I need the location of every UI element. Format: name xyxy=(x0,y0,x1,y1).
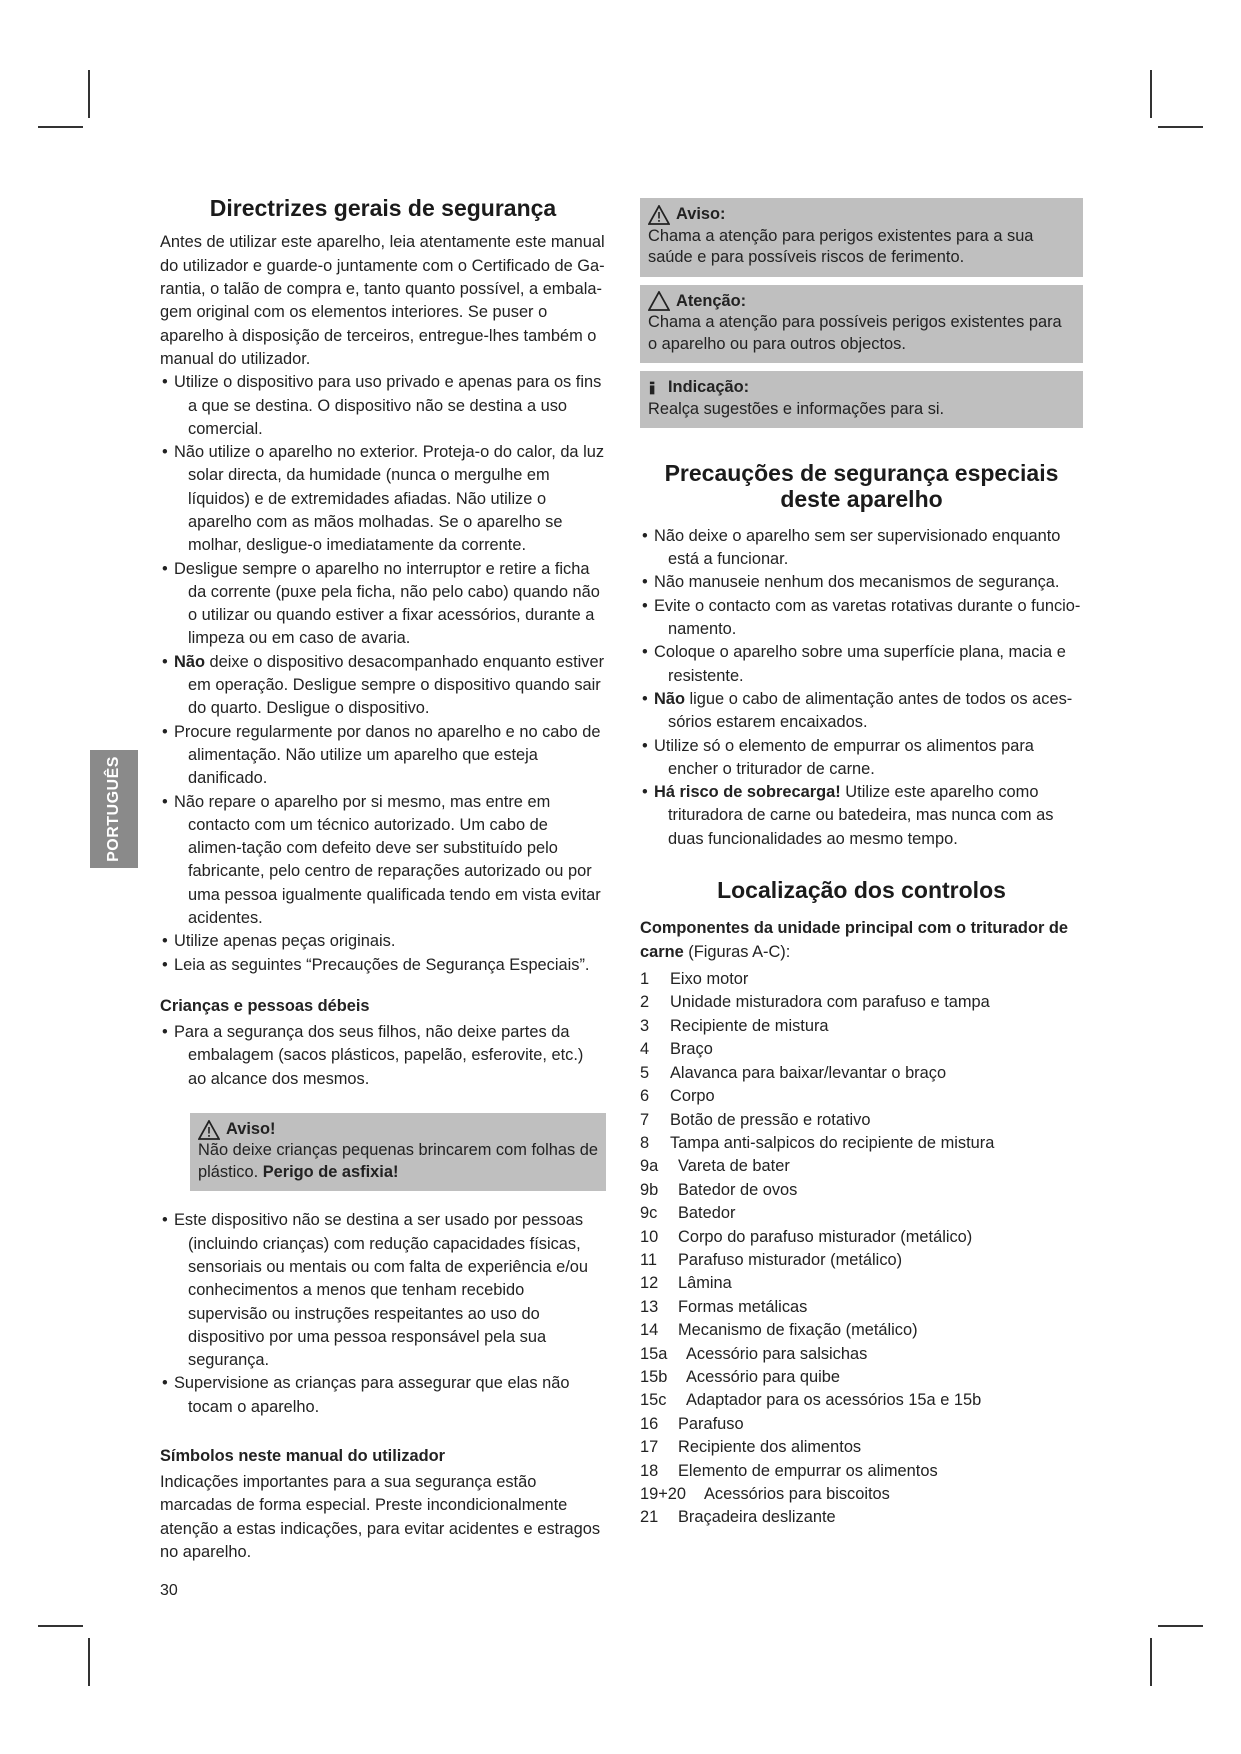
item-number: 10 xyxy=(640,1227,659,1246)
item-text: Corpo xyxy=(670,1087,715,1106)
item-text: Elemento de empurrar os alimentos xyxy=(678,1461,938,1480)
warning-title-text: Aviso! xyxy=(226,1119,276,1138)
list-item xyxy=(640,1132,1083,1155)
item-text: Corpo do parafuso misturador (metálico) xyxy=(678,1227,973,1246)
warning-triangle-icon xyxy=(198,1120,220,1140)
item-text: Braço xyxy=(670,1040,713,1059)
notice-title-text: Indicação: xyxy=(668,378,750,396)
item-text: Batedor xyxy=(678,1204,736,1223)
item-text: Lâmina xyxy=(678,1274,732,1293)
list-item xyxy=(640,688,1083,735)
notice-box-text: Chama a atenção para possíveis perigos existentes para o aparelho ou para outros objectos. xyxy=(648,313,1062,353)
symbols-heading: Símbolos neste manual do utilizador xyxy=(160,1447,446,1465)
item-text: Alavanca para baixar/levantar o braço xyxy=(670,1063,947,1082)
item-number: 19+20 xyxy=(640,1485,687,1503)
list-item xyxy=(160,651,606,721)
item-number: 4 xyxy=(640,1040,650,1059)
item-number: 9c xyxy=(640,1204,658,1223)
bold-text: Não xyxy=(654,689,685,708)
right-column xyxy=(640,198,1083,1530)
item-text: Adaptador para os acessórios 15a e 15b xyxy=(686,1391,982,1410)
item-number: 15b xyxy=(640,1367,668,1386)
list-item: • Utilize apenas peças originais. xyxy=(160,930,606,953)
language-tab xyxy=(90,750,138,868)
components-list xyxy=(640,968,1083,1530)
components-heading-rest: (Figuras A-C): xyxy=(683,942,791,961)
list-item: • Não deixe o aparelho sem ser supervisionado enquanto está a funcionar. xyxy=(640,525,1083,572)
list-item: • Utilize só o elemento de empurrar os alimentos para encher o triturador de carne. xyxy=(640,735,1083,782)
language-tab-label: PORTUGUÊS xyxy=(105,756,122,862)
crop-mark xyxy=(1150,1638,1152,1686)
intro-paragraph: Antes de utilizar este aparelho, leia atentamente este manual do utilizador e guarde-o juntamente com o Certificado de Ga-rantia, o talão de compra e, tanto quanto possível, a embala-gem original com os elementos interiores. Se puser o aparelho à disposição de terceiros, entregue-lhes também o manual do utilizador. xyxy=(160,233,605,368)
notice-title-text: Aviso: xyxy=(676,205,726,223)
list-item xyxy=(640,1296,1083,1319)
item-text: Formas metálicas xyxy=(678,1297,808,1316)
warning-bold-text: Perigo de asfixia! xyxy=(262,1162,399,1181)
list-item-text: Utilize este aparelho como trituradora de carne ou batedeira, mas nunca com as duas funcionalidades ao mesmo tempo. xyxy=(668,783,1054,848)
list-item xyxy=(640,1085,1083,1108)
info-icon xyxy=(648,378,662,398)
item-number: 5 xyxy=(640,1063,650,1082)
warning-box xyxy=(190,1113,606,1192)
warning-box-text xyxy=(198,1140,598,1183)
item-number: 6 xyxy=(640,1087,650,1106)
crop-mark xyxy=(1150,70,1152,118)
special-title-line-1: Precauções de segurança especiais xyxy=(664,460,1059,486)
safety-bullet-list xyxy=(160,371,606,977)
general-safety-title: Directrizes gerais de segurança xyxy=(209,195,557,221)
item-text: Recipiente de mistura xyxy=(670,1016,829,1035)
list-item xyxy=(640,1483,1083,1506)
left-column xyxy=(160,195,606,1564)
item-number: 17 xyxy=(640,1438,659,1457)
list-item: • Leia as seguintes “Precauções de Segurança Especiais”. xyxy=(160,954,606,977)
special-bullet-list xyxy=(640,525,1083,851)
crop-mark xyxy=(1158,1625,1203,1627)
children-bullet-list xyxy=(160,1021,606,1091)
item-text: Vareta de bater xyxy=(678,1157,790,1176)
item-number: 8 xyxy=(640,1133,650,1152)
list-item: • Para a segurança dos seus filhos, não deixe partes da embalagem (sacos plásticos, papelão, esferovite, etc.) ao alcance dos mesmos. xyxy=(160,1021,606,1091)
item-number: 1 xyxy=(640,970,650,989)
crop-mark xyxy=(88,70,90,118)
item-text: Braçadeira deslizante xyxy=(678,1508,836,1527)
item-number: 18 xyxy=(640,1461,659,1480)
list-item xyxy=(640,1062,1083,1085)
item-number: 15a xyxy=(640,1344,668,1363)
item-text: Mecanismo de fixação (metálico) xyxy=(678,1321,918,1340)
item-text: Batedor de ovos xyxy=(678,1180,798,1199)
bold-text: Não xyxy=(174,652,205,671)
caution-triangle-icon xyxy=(648,291,670,311)
item-text: Botão de pressão e rotativo xyxy=(670,1110,871,1129)
item-number: 9b xyxy=(640,1180,659,1199)
special-title-line-2: deste aparelho xyxy=(780,486,943,513)
list-item xyxy=(640,1319,1083,1342)
list-item xyxy=(640,1436,1083,1459)
list-item xyxy=(640,1179,1083,1202)
special-safety-title xyxy=(640,460,1083,513)
item-text: Recipiente dos alimentos xyxy=(678,1438,862,1457)
list-item: • Não utilize o aparelho no exterior. Proteja-o do calor, da luz solar directa, da humidade (nunca o mergulhe em líquidos) e de extremidades afiadas. Não utilize o aparelho com as mãos molhadas. Se o aparelho se molhar, desligue-o imediatamente da corrente. xyxy=(160,441,606,557)
list-item xyxy=(640,1343,1083,1366)
list-item: • Utilize o dispositivo para uso privado e apenas para os fins a que se destina. O dispositivo não se destina a uso comercial. xyxy=(160,371,606,441)
item-text: Acessórios para biscoitos xyxy=(704,1485,890,1503)
item-number: 3 xyxy=(640,1016,650,1035)
item-text: Acessório para salsichas xyxy=(686,1344,868,1363)
list-item: • Não repare o aparelho por si mesmo, mas entre em contacto com um técnico autorizado. Um cabo de alimen-tação com defeito deve ser substituído pelo fabricante, pelo centro de reparações autorizado ou por uma pessoa igualmente qualificada tendo em vista evitar acidentes. xyxy=(160,791,606,931)
item-text: Unidade misturadora com parafuso e tampa xyxy=(670,993,990,1012)
notice-box-text: Chama a atenção para perigos existentes para a sua saúde e para possíveis riscos de ferimento. xyxy=(648,226,1034,266)
list-item: • Supervisione as crianças para assegurar que elas não tocam o aparelho. xyxy=(160,1372,606,1419)
controls-title: Localização dos controlos xyxy=(717,877,1006,904)
bold-text: Há risco de sobrecarga! xyxy=(654,783,841,802)
item-text: Acessório para quibe xyxy=(686,1367,840,1386)
notice-box-info xyxy=(640,371,1083,428)
list-item xyxy=(640,1460,1083,1483)
list-item: • Procure regularmente por danos no aparelho e no cabo de alimentação. Não utilize um aparelho que esteja danificado. xyxy=(160,721,606,791)
children-bullet-list-2 xyxy=(160,1209,606,1419)
item-number: 12 xyxy=(640,1274,659,1293)
list-item-text: ligue o cabo de alimentação antes de todos os aces-sórios estarem encaixados. xyxy=(668,689,1073,732)
notice-box-title xyxy=(648,291,1075,313)
warning-triangle-icon xyxy=(648,205,670,225)
list-item: • Desligue sempre o aparelho no interruptor e retire a ficha da corrente (puxe pela ficha, não pelo cabo) quando não o utilizar ou quando estiver a fixar acessórios, durante a limpeza ou em caso de avaria. xyxy=(160,558,606,651)
list-item: • Evite o contacto com as varetas rotativas durante o funcio-namento. xyxy=(640,595,1083,642)
list-item: • Este dispositivo não se destina a ser usado por pessoas (incluindo crianças) com redução capacidades físicas, sensoriais ou mentais ou com falta de experiência e/ou conhecimentos a menos que tenham recebido supervisão ou instruções respeitantes ao uso do dispositivo por uma pessoa responsável pela sua segurança. xyxy=(160,1209,606,1372)
list-item: • Coloque o aparelho sobre uma superfície plana, macia e resistente. xyxy=(640,641,1083,688)
list-item xyxy=(640,1249,1083,1272)
crop-mark xyxy=(38,1625,83,1627)
item-number: 2 xyxy=(640,993,650,1012)
list-item xyxy=(640,991,1083,1014)
item-text: Parafuso xyxy=(678,1414,744,1433)
list-item xyxy=(640,1506,1083,1529)
item-number: 14 xyxy=(640,1321,659,1340)
list-item xyxy=(640,968,1083,991)
list-item-text: deixe o dispositivo desacompanhado enquanto estiver em operação. Desligue sempre o dispositivo quando sair do quarto. Desligue o dispositivo. xyxy=(188,652,605,718)
notice-box-warning xyxy=(640,198,1083,277)
notice-box-text: Realça sugestões e informações para si. xyxy=(648,399,945,418)
item-text: Parafuso misturador (metálico) xyxy=(678,1250,903,1269)
list-item xyxy=(640,1272,1083,1295)
components-heading xyxy=(640,917,1083,964)
item-number: 13 xyxy=(640,1297,659,1316)
item-number: 16 xyxy=(640,1414,659,1433)
notice-box-title xyxy=(648,377,1075,399)
list-item xyxy=(640,1155,1083,1178)
notice-title-text: Atenção: xyxy=(676,291,747,310)
crop-mark xyxy=(1158,126,1203,128)
notice-box-title xyxy=(648,204,1075,226)
item-number: 9a xyxy=(640,1157,659,1176)
crop-mark xyxy=(88,1638,90,1686)
item-text: Eixo motor xyxy=(670,970,749,989)
item-number: 7 xyxy=(640,1110,650,1129)
item-number: 11 xyxy=(640,1250,658,1269)
warning-box-title xyxy=(198,1119,598,1141)
list-item: • Não manuseie nenhum dos mecanismos de segurança. xyxy=(640,571,1083,594)
list-item xyxy=(640,781,1083,851)
list-item xyxy=(640,1015,1083,1038)
list-item xyxy=(640,1038,1083,1061)
list-item xyxy=(640,1413,1083,1436)
warning-text: Não deixe crianças pequenas brincarem com folhas de plástico. xyxy=(198,1141,598,1181)
page-number: 30 xyxy=(160,1582,178,1599)
list-item xyxy=(640,1226,1083,1249)
item-number: 21 xyxy=(640,1508,659,1527)
list-item xyxy=(640,1202,1083,1225)
children-heading: Crianças e pessoas débeis xyxy=(160,996,370,1015)
notice-box-caution xyxy=(640,285,1083,364)
crop-mark xyxy=(38,126,83,128)
list-item xyxy=(640,1366,1083,1389)
list-item xyxy=(640,1389,1083,1412)
components-heading-bold: Componentes da unidade principal com o triturador de carne xyxy=(640,919,1069,961)
list-item xyxy=(640,1109,1083,1132)
symbols-paragraph: Indicações importantes para a sua segurança estão marcadas de forma especial. Preste incondicionalmente atenção a estas indicações, para evitar acidentes e estragos no aparelho. xyxy=(160,1473,601,1561)
item-text: Tampa anti-salpicos do recipiente de mistura xyxy=(670,1133,995,1152)
item-number: 15c xyxy=(640,1391,667,1410)
